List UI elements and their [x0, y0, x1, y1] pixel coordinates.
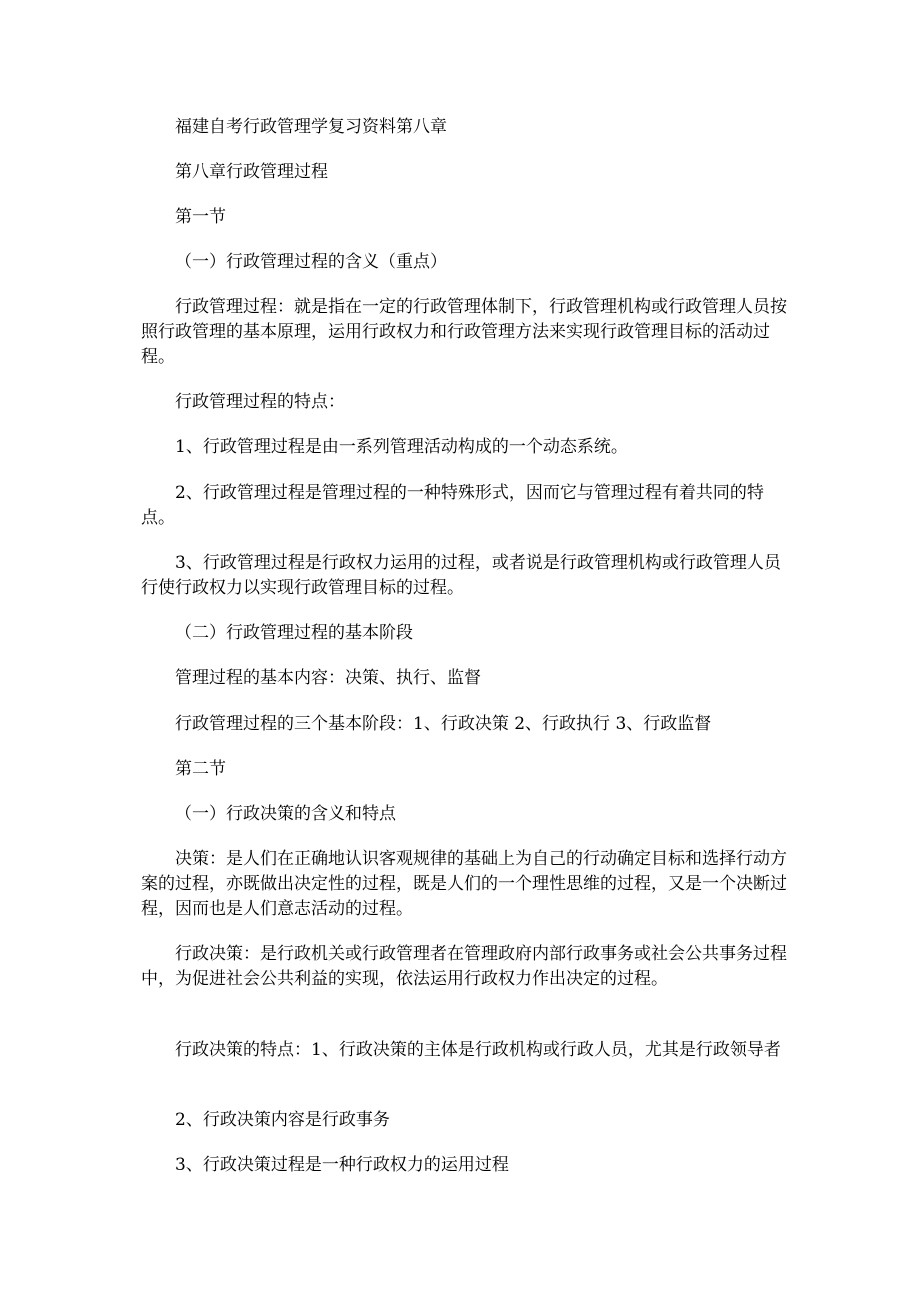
body-paragraph: 管理过程的基本内容：决策、执行、监督 [175, 668, 481, 688]
section-heading-2: 第二节 [175, 759, 226, 779]
subsection-heading: （一）行政决策的含义和特点 [175, 804, 396, 824]
body-paragraph: 行政管理过程的三个基本阶段：1、行政决策 2、行政执行 3、行政监督 [175, 714, 712, 734]
section-heading-1: 第一节 [175, 207, 226, 227]
subsection-heading: （一）行政管理过程的含义（重点） [175, 252, 447, 272]
list-item: 1、行政管理过程是由一系列管理活动构成的一个动态系统。 [175, 437, 628, 457]
body-paragraph: 决策：是人们在正确地认识客观规律的基础上为自己的行动确定目标和选择行动方案的过程，亦既做出决定性的过程，既是人们的一个理性思维的过程，又是一个决断过程，因而也是人们意志活动的过程。 [141, 849, 787, 919]
body-paragraph: 行政管理过程：就是指在一定的行政管理体制下，行政管理机构或行政管理人员按照行政管理的基本原理，运用行政权力和行政管理方法来实现行政管理目标的活动过程。 [141, 297, 787, 367]
list-item: 3、行政决策过程是一种行政权力的运用过程 [175, 1155, 509, 1175]
list-item: 3、行政管理过程是行政权力运用的过程，或者说是行政管理机构或行政管理人员行使行政权力以实现行政管理目标的过程。 [141, 553, 781, 598]
list-item: 2、行政管理过程是管理过程的一种特殊形式，因而它与管理过程有着共同的特点。 [141, 483, 764, 528]
list-item: 2、行政决策内容是行政事务 [175, 1110, 390, 1130]
body-paragraph: 行政决策的特点：1、行政决策的主体是行政机构或行政人员，尤其是行政领导者 [175, 1040, 781, 1060]
subsection-heading: （二）行政管理过程的基本阶段 [175, 623, 413, 643]
document-title: 福建自考行政管理学复习资料第八章 [175, 117, 447, 137]
body-paragraph: 行政决策：是行政机关或行政管理者在管理政府内部行政事务或社会公共事务过程中，为促进社会公共利益的实现，依法运用行政权力作出决定的过程。 [141, 944, 787, 989]
chapter-heading: 第八章行政管理过程 [175, 162, 328, 182]
body-paragraph: 行政管理过程的特点： [175, 392, 345, 412]
